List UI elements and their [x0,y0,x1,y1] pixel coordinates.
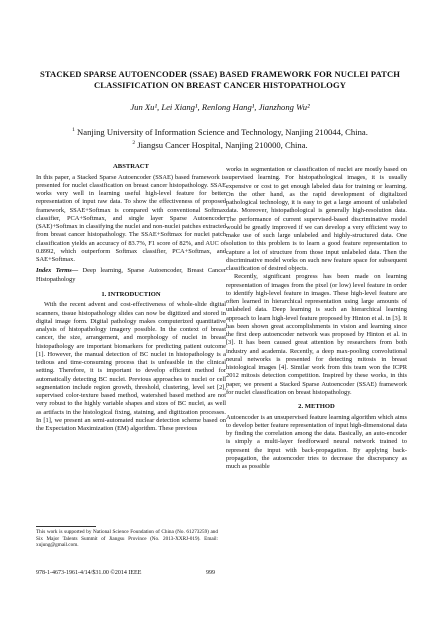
affiliation-2-num: 2 [132,140,136,147]
affiliation-1-text: Nanjing University of Information Science and Technology, Nanjing 210044, China. [77,126,368,137]
affiliations [36,125,404,152]
footnote-divider [36,526,96,527]
right-paragraph-1: works in segmentation or classification of nuclei are mostly based on supervised learning. For histopathological images, it is usually expensive or cost to get enough labeled data for training or learning. On the other hand, as the rapid development of digitalized pathological technology, it is easy to get a large amount of unlabeled data. Moreover, histopathological is generally high-resolution data. The performance of current supervised-based discriminative model would be greatly improved if we can develop a very efficient way to make use of such large unlabeled and highly-structured data. One solution to this problem is to learn a good feature representation to capture a lot of structure from those input unlabeled data. Then the discriminative model works on such new feature space for subsequent classification of desired objects. [226,166,407,272]
intro-paragraph-1: With the recent advent and cost-effectiveness of whole-slide digital scanners, tissue histopathology slides can now be digitized and stored in digital image form. Digital pathology makes computerized quantitative analysis of histopathology imagery possible. In the context of breast cancer, the size, arrangement, and morphology of nuclei in breast histopathology are important biomarkers for predicting patient outcome [1]. However, the manual detection of BC nuclei in histopathology is a tedious and time-consuming process that is unfeasible in the clinical setting. Therefore, it is important to develop efficient method for automatically detecting BC nuclei. Previous approaches to nuclei or cell segmentation include region growth, threshold, clustering, level set [2], supervised color-texture based method, watershed based method are not very robust to the highly variable shapes and sizes of BC nuclei, as well as artifacts in the histological fixing, staining, and digitization processes. In [1], we present an semi-automated nuclear detection scheme based on the Expectation Maximization (EM) algorithm. These previous [36,301,226,432]
index-terms-text: Deep learning, Sparse Autoencoder, Breast Cancer Histopathology [36,267,226,283]
right-paragraph-2: Recently, significant progress has been made on learning representation of images from the pixel (or low) level feature in order to identify high-level feature in images. These high-level feature are often learned in hierarchical representation using large amounts of unlabeled data. Deep learning is such an hierarchical learning approach to learn high-level feature proposed by Hinton et al. in [3]. It has been shown great accomplishments in vision and learning since the first deep autoencoder network was proposed by Hinton et al. in [3]. It has been caused great attention by researchers from both industry and academia. Recently, a deep max-pooling convolutional neural networks is presented for detecting mitosis in breast histological images [4]. Similar work from this team won the ICPR 2012 mitosis detection competition. Inspired by these works, in this paper, we present a Stacked Sparse Autoencoder (SSAE) framework for nuclei classification on breast histopathology. [226,273,407,396]
copyright-line: 978-1-4673-1961-4/14/$31.00 ©2014 IEEE [36,570,142,576]
method-paragraph-1: Autoencoder is an unsupervised feature learning algorithm which aims to develop better feature representation of input high-dimensional data by finding the correlation among the data. Basically, an auto-encoder is simply a multi-layer feedforward neural network trained to represent the input with back-propagation. By applying back-propagation, the autoencoder tries to decrease the discrepancy as much as possible [226,413,408,470]
affiliation-1-num: 1 [72,127,75,133]
author-list: Jun Xu¹, Lei Xiang¹, Renlong Hang¹, Jianzhong Wu² [130,102,310,112]
page-number: 999 [206,570,215,576]
paper-title: STACKED SPARSE AUTOENCODER (SSAE) BASED FRAMEWORK FOR NUCLEI PATCH CLASSIFICATION ON BREAST CANCER HISTOPATHOLOGY [39,69,401,90]
footnote: This work is supported by National Science Foundation of China (No. 61273259) and Six Major Talents Summit of Jiangsu Province (No. 2013-XXRJ-019). Email: xujung@gmail.com. [36,529,218,548]
intro-heading: 1. INTRODUCTION [101,290,161,298]
abstract-heading: ABSTRACT [113,163,149,170]
method-heading: 2. METHOD [298,403,335,410]
affiliation-1 [36,125,404,138]
abstract-text: In this paper, a Stacked Sparse Autoencoder (SSAE) based framework is presented for nuclei classification on breast cancer histopathology. SSAE works very well in learning useful high-level feature for better representation of input raw data. To show the effectiveness of proposed framework, SSAE+Softmax is compared with conventional Softmax classifier, PCA+Softmax, and single layer Sparse Autoencoder (SAE)+Softmax in classifying the nuclei and non-nuclei patches extracted from breast cancer histopathology. The SSAE+Softmax for nuclei patch classification yields an accuracy of 83.7%, F1 score of 82%, and AUC of 0.8992, which outperform Softmax classifier, PCA+Softmax, and SAE+Softmax. [36,173,226,263]
left-column [36,163,226,433]
index-terms-label: Index Terms— [36,267,79,275]
affiliation-2-text: Jiangsu Cancer Hospital, Nanjing 210000, China. [137,140,308,151]
index-terms [36,267,226,284]
affiliation-2 [36,138,404,151]
right-column [226,166,407,471]
